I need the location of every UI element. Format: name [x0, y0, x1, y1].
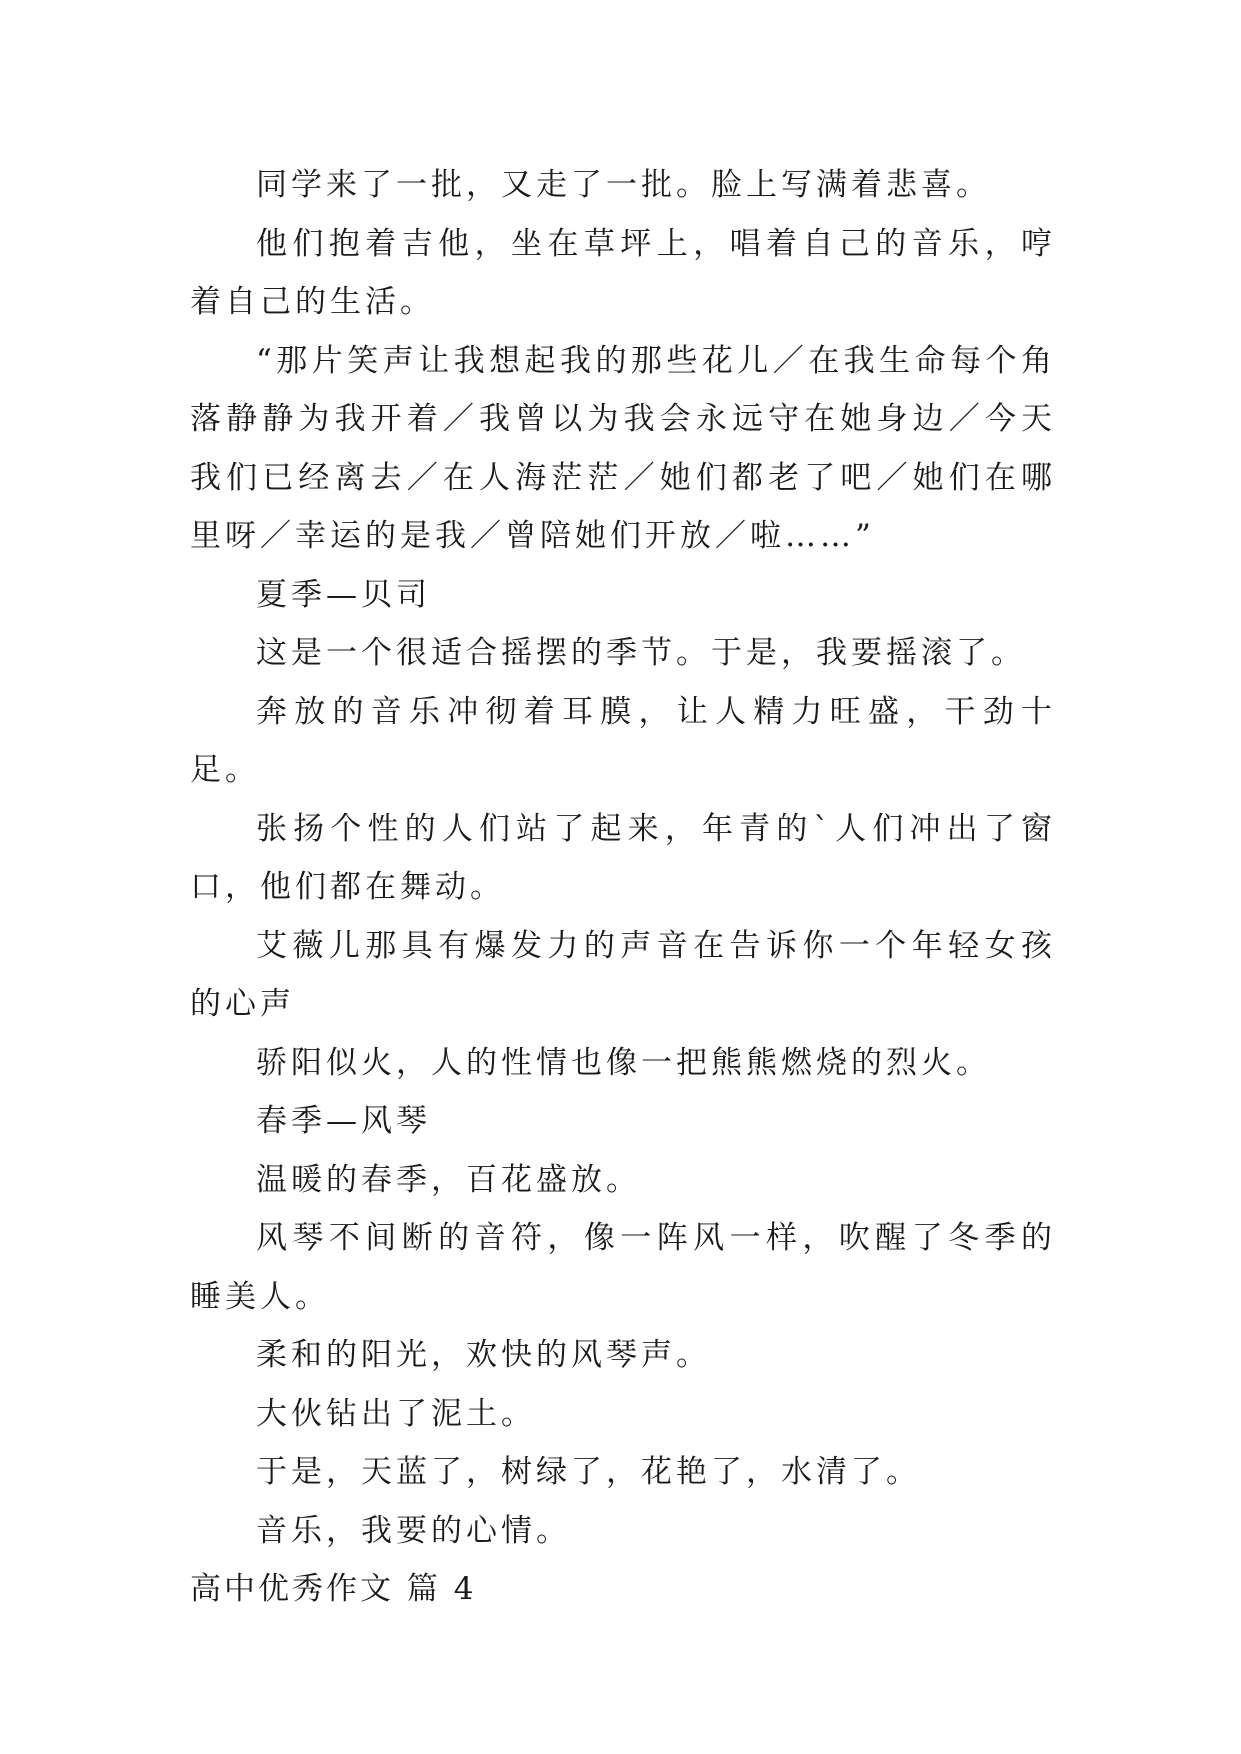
paragraph: 张扬个性的人们站了起来，年青的`人们冲出了窗口，他们都在舞动。 [190, 810, 1056, 905]
paragraph: 骄阳似火，人的性情也像一把熊熊燃烧的烈火。 [256, 1044, 991, 1081]
section-heading: 高中优秀作文 篇 4 [190, 1571, 477, 1607]
paragraph: 艾薇儿那具有爆发力的声音在告诉你一个年轻女孩的心声 [190, 927, 1056, 1022]
paragraph: 音乐，我要的心情。 [256, 1512, 571, 1549]
quote-paragraph: “那片笑声让我想起我的那些花儿／在我生命每个角落静静为我开着／我曾以为我会永远守在她身边／今天我们已经离去／在人海茫茫／她们都老了吧／她们在哪里呀／幸运的是我／曾陪她们开放／啦……” [190, 342, 1056, 554]
season-heading-summer: 夏季—贝司 [256, 576, 431, 613]
document-body [190, 156, 1056, 1619]
paragraph: 大伙钻出了泥土。 [256, 1395, 536, 1432]
paragraph: 于是，天蓝了，树绿了，花艳了，水清了。 [256, 1454, 921, 1490]
paragraph: 柔和的阳光，欢快的风琴声。 [256, 1337, 711, 1373]
season-heading-spring: 春季—风琴 [256, 1103, 431, 1139]
paragraph: 这是一个很适合摇摆的季节。于是，我要摇滚了。 [256, 635, 1026, 671]
paragraph: 奔放的音乐冲彻着耳膜，让人精力旺盛，干劲十足。 [190, 693, 1056, 788]
paragraph: 同学来了一批，又走了一批。脸上写满着悲喜。 [256, 167, 991, 203]
paragraph: 风琴不间断的音符，像一阵风一样，吹醒了冬季的睡美人。 [190, 1220, 1056, 1315]
paragraph: 他们抱着吉他，坐在草坪上，唱着自己的音乐，哼着自己的生活。 [190, 225, 1056, 320]
paragraph: 温暖的春季，百花盛放。 [256, 1161, 641, 1198]
